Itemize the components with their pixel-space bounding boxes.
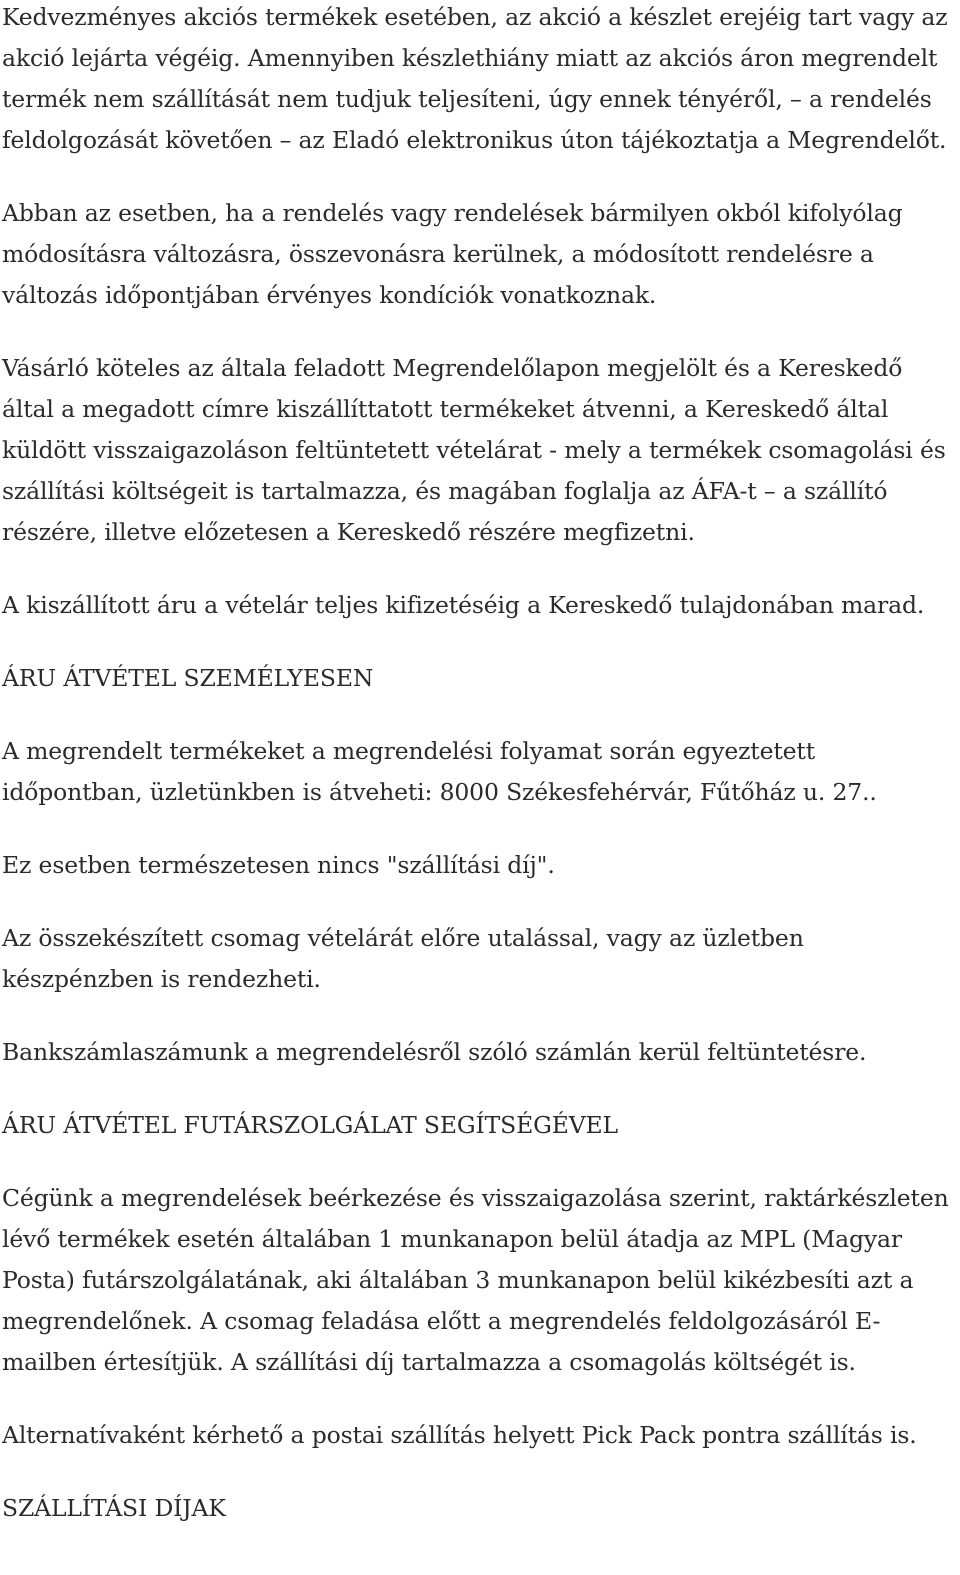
paragraph-ownership: A kiszállított áru a vételár teljes kifizetéséig a Kereskedő tulajdonában marad. — [2, 591, 925, 619]
heading-shipping-fees: SZÁLLÍTÁSI DÍJAK — [2, 1494, 226, 1522]
paragraph-pickpack-alternative: Alternatívaként kérhető a postai szállítás helyett Pick Pack pontra szállítás is. — [2, 1421, 917, 1449]
paragraph-promo-stock: Kedvezményes akciós termékek esetében, az akció a készlet erejéig tart vagy az akció lejárta végéig. Amennyiben készlethiány miatt az akciós áron megrendelt termék nem szállítását nem tudjuk teljesíteni, úgy ennek tényéről, – a rendelés feldolgozását követően – az Eladó elektronikus úton tájékoztatja a Megrendelőt. — [2, 3, 948, 154]
paragraph-buyer-obligations: Vásárló köteles az általa feladott Megrendelőlapon megjelölt és a Kereskedő által a megadott címre kiszállíttatott termékeket átvenni, a Kereskedő által küldött visszaigazoláson feltüntetett vételárat - mely a termékek csomagolási és szállítási költségeit is tartalmazza, és magában foglalja az ÁFA-t – a szállító részére, illetve előzetesen a Kereskedő részére megfizetni. — [2, 354, 946, 546]
paragraph-order-modification: Abban az esetben, ha a rendelés vagy rendelések bármilyen okból kifolyólag módosításra változásra, összevonásra kerülnek, a módosított rendelésre a változás időpontjában érvényes kondíciók vonatkoznak. — [2, 199, 903, 309]
heading-personal-pickup: ÁRU ÁTVÉTEL SZEMÉLYESEN — [2, 664, 374, 692]
heading-courier-delivery: ÁRU ÁTVÉTEL FUTÁRSZOLGÁLAT SEGÍTSÉGÉVEL — [2, 1111, 619, 1139]
document-body — [2, 0, 956, 1529]
paragraph-bank-account: Bankszámlaszámunk a megrendelésről szóló számlán kerül feltüntetésre. — [2, 1038, 867, 1066]
paragraph-payment-options: Az összekészített csomag vételárát előre utalással, vagy az üzletben készpénzben is rendezheti. — [2, 924, 804, 993]
paragraph-pickup-location: A megrendelt termékeket a megrendelési folyamat során egyeztetett időpontban, üzletünkben is átveheti: 8000 Székesfehérvár, Fűtőház u. 27.. — [2, 737, 877, 806]
paragraph-no-shipping-fee: Ez esetben természetesen nincs "szállítási díj". — [2, 851, 555, 879]
paragraph-courier-details: Cégünk a megrendelések beérkezése és visszaigazolása szerint, raktárkészleten lévő termékek esetén általában 1 munkanapon belül átadja az MPL (Magyar Posta) futárszolgálatának, aki általában 3 munkanapon belül kikézbesíti azt a megrendelőnek. A csomag feladása előtt a megrendelés feldolgozásáról E-mailben értesítjük. A szállítási díj tartalmazza a csomagolás költségét is. — [2, 1184, 949, 1376]
